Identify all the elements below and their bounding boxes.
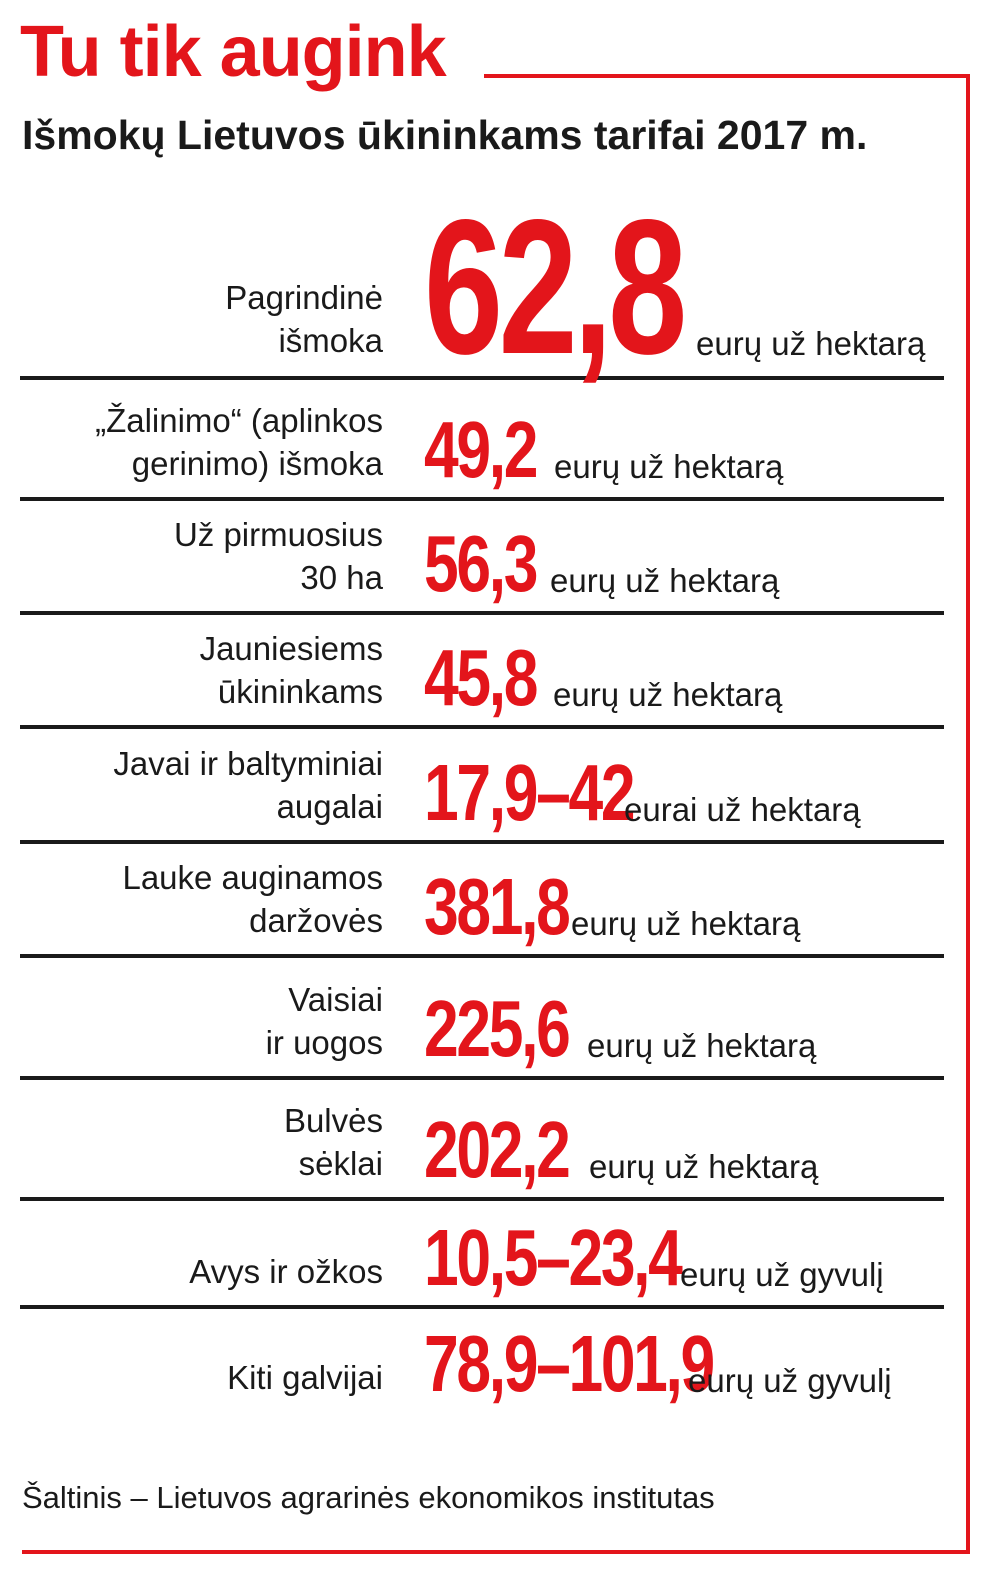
tariff-label-line: išmoka <box>278 322 383 359</box>
tariff-label <box>20 1356 383 1399</box>
page-subtitle: Išmokų Lietuvos ūkininkams tarifai 2017 m. <box>22 112 868 158</box>
tariff-value: 45,8 <box>424 633 537 722</box>
tariff-label-line: ir uogos <box>265 1024 383 1061</box>
tariff-label-line: ūkininkams <box>217 673 383 710</box>
tariff-value: 202,2 <box>424 1105 569 1194</box>
tariff-row-first-30ha <box>20 501 944 615</box>
tariff-row-vegetables <box>20 844 944 958</box>
tariff-label-line: Kiti galvijai <box>227 1359 383 1396</box>
tariff-unit: eurų už hektarą <box>587 1027 817 1064</box>
tariff-value: 56,3 <box>424 519 537 608</box>
tariff-label-line: gerinimo) išmoka <box>131 445 383 482</box>
tariff-label-line: daržovės <box>249 902 383 939</box>
tariff-label-line: Už pirmuosius <box>173 516 383 553</box>
tariff-value: 62,8 <box>424 179 683 394</box>
tariff-unit: eurų už hektarą <box>553 676 783 713</box>
tariff-value: 78,9–101,9 <box>424 1319 713 1408</box>
tariff-label-line: 30 ha <box>300 559 383 596</box>
page-title: Tu tik augink <box>20 12 446 92</box>
tariff-label-line: Vaisiai <box>288 981 383 1018</box>
tariff-value-wrap <box>424 519 568 608</box>
tariff-value-wrap <box>424 984 609 1073</box>
tariff-value-wrap <box>424 405 568 494</box>
tariff-label <box>20 856 383 942</box>
tariff-unit: eurų už hektarą <box>554 448 784 485</box>
tariff-label-line: sėklai <box>298 1145 383 1182</box>
tariff-label-line: augalai <box>276 788 383 825</box>
tariff-row-fruits-berries <box>20 958 944 1080</box>
tariff-label <box>20 513 383 599</box>
tariff-label <box>20 627 383 713</box>
tariff-label <box>20 276 383 362</box>
tariff-unit: eurų už hektarą <box>696 325 926 362</box>
tariff-value: 225,6 <box>424 984 569 1073</box>
tariff-label-line: Jauniesiems <box>199 630 383 667</box>
tariff-label-line: Javai ir baltyminiai <box>113 745 383 782</box>
tariff-label-line: Lauke auginamos <box>122 859 383 896</box>
tariff-unit: eurai už hektarą <box>624 791 861 828</box>
tariff-unit: eurų už gyvulį <box>680 1256 884 1293</box>
frame-bottom-border <box>22 1550 970 1554</box>
tariff-label <box>20 1099 383 1185</box>
tariff-row-grains-protein <box>20 729 944 844</box>
tariff-row-sheep-goats <box>20 1201 944 1309</box>
tariff-label <box>20 399 383 485</box>
tariff-label <box>20 978 383 1064</box>
tariff-unit: eurų už hektarą <box>550 562 780 599</box>
tariff-label-line: Pagrindinė <box>225 279 383 316</box>
tariff-value-wrap <box>424 1105 609 1194</box>
tariff-label <box>20 1250 383 1293</box>
tariff-row-young-farmers <box>20 615 944 729</box>
tariff-label-line: Avys ir ožkos <box>189 1253 383 1290</box>
tariff-row-other-cattle <box>20 1309 944 1411</box>
tariff-value-wrap <box>424 633 568 722</box>
tariff-value: 49,2 <box>424 405 537 494</box>
tariff-row-greening <box>20 380 944 501</box>
tariff-label <box>20 742 383 828</box>
tariff-value: 17,9–42 <box>424 748 634 837</box>
tariff-label-line: Bulvės <box>283 1102 383 1139</box>
tariff-row-seed-potatoes <box>20 1080 944 1201</box>
source-note: Šaltinis – Lietuvos agrarinės ekonomikos institutas <box>22 1480 715 1515</box>
frame-top-border <box>484 74 970 78</box>
tariff-value: 10,5–23,4 <box>424 1213 681 1302</box>
frame-right-border <box>966 74 970 1554</box>
tariff-unit: eurų už gyvulį <box>688 1362 892 1399</box>
tariff-row-basic-payment <box>20 179 944 394</box>
tariff-unit: eurų už hektarą <box>571 905 801 942</box>
tariff-label-line: „Žalinimo“ (aplinkos <box>95 402 383 439</box>
tariff-value: 381,8 <box>424 862 569 951</box>
tariff-unit: eurų už hektarą <box>589 1148 819 1185</box>
